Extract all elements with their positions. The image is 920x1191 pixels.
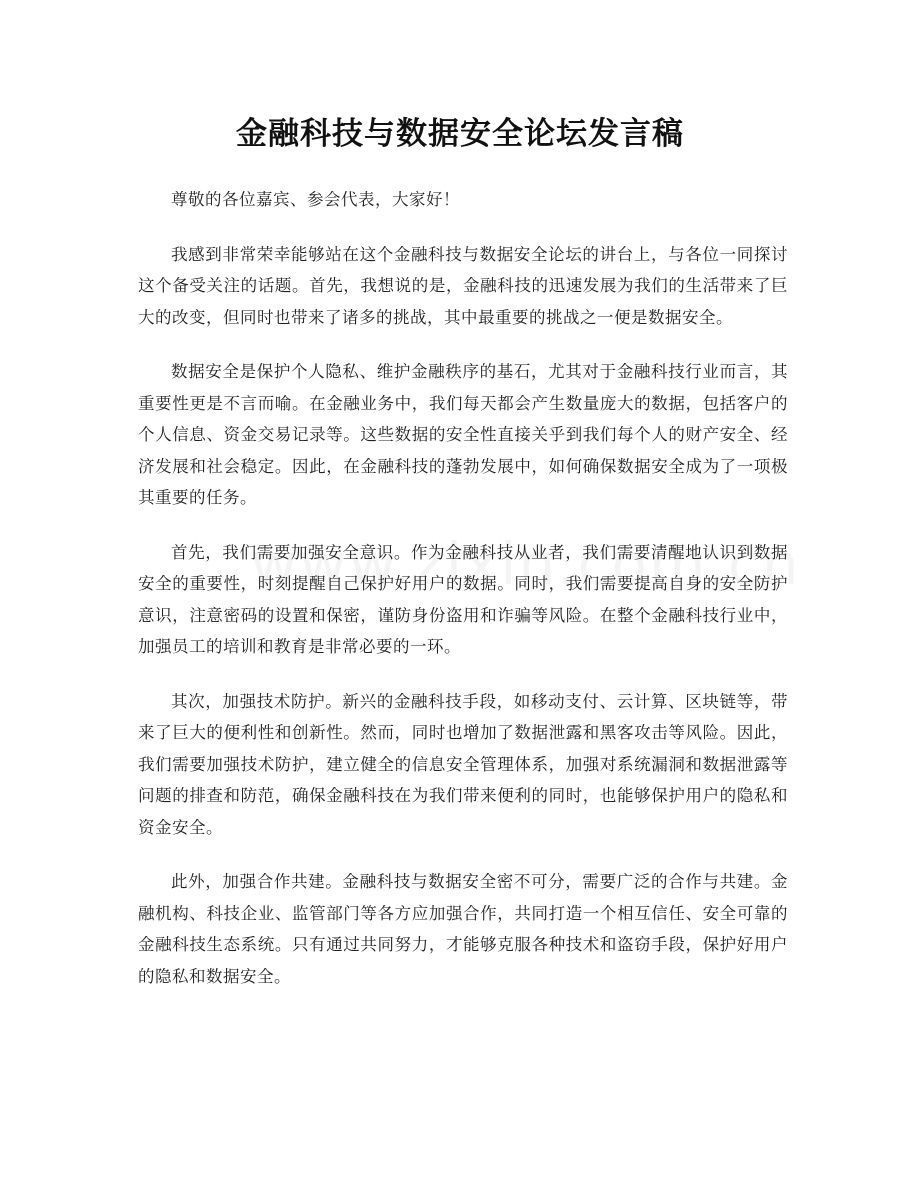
paragraph-data-security: 数据安全是保护个人隐私、维护金融秩序的基石，尤其对于金融科技行业而言，其重要性更是不言而喻。在金融业务中，我们每天都会产生数量庞大的数据，包括客户的个人信息、资金交易记录等。这些数据的安全性直接关乎到我们每个人的财产安全、经济发展和社会稳定。因此，在金融科技的蓬勃发展中，如何确保数据安全成为了一项极其重要的任务。 (138, 362, 788, 507)
document-body (138, 184, 788, 1015)
paragraph-intro: 我感到非常荣幸能够站在这个金融科技与数据安全论坛的讲台上，与各位一同探讨这个备受关注的话题。首先，我想说的是，金融科技的迅速发展为我们的生活带来了巨大的改变，但同时也带来了诸多的挑战，其中最重要的挑战之一便是数据安全。 (138, 244, 788, 327)
paragraph-tech-protection: 其次，加强技术防护。新兴的金融科技手段，如移动支付、云计算、区块链等，带来了巨大的便利性和创新性。然而，同时也增加了数据泄露和黑客攻击等风险。因此，我们需要加强技术防护，建立健全的信息安全管理体系，加强对系统漏洞和数据泄露等问题的排查和防范，确保金融科技在为我们带来便利的同时，也能够保护用户的隐私和资金安全。 (138, 691, 788, 837)
paragraph-greeting: 尊敬的各位嘉宾、参会代表，大家好！ (171, 190, 460, 209)
paragraph-awareness: 首先，我们需要加强安全意识。作为金融科技从业者，我们需要清醒地认识到数据安全的重要性，时刻提醒自己保护好用户的数据。同时，我们需要提高自身的安全防护意识，注意密码的设置和保密，谨防身份盗用和诈骗等风险。在整个金融科技行业中，加强员工的培训和教育是非常必要的一环。 (138, 542, 788, 656)
document-title: 金融科技与数据安全论坛发言稿 (236, 116, 684, 152)
paragraph-cooperation: 此外，加强合作共建。金融科技与数据安全密不可分，需要广泛的合作与共建。金融机构、科技企业、监管部门等各方应加强合作，共同打造一个相互信任、安全可靠的金融科技生态系统。只有通过共同努力，才能够克服各种技术和盗窃手段，保护好用户的隐私和数据安全。 (138, 872, 788, 986)
